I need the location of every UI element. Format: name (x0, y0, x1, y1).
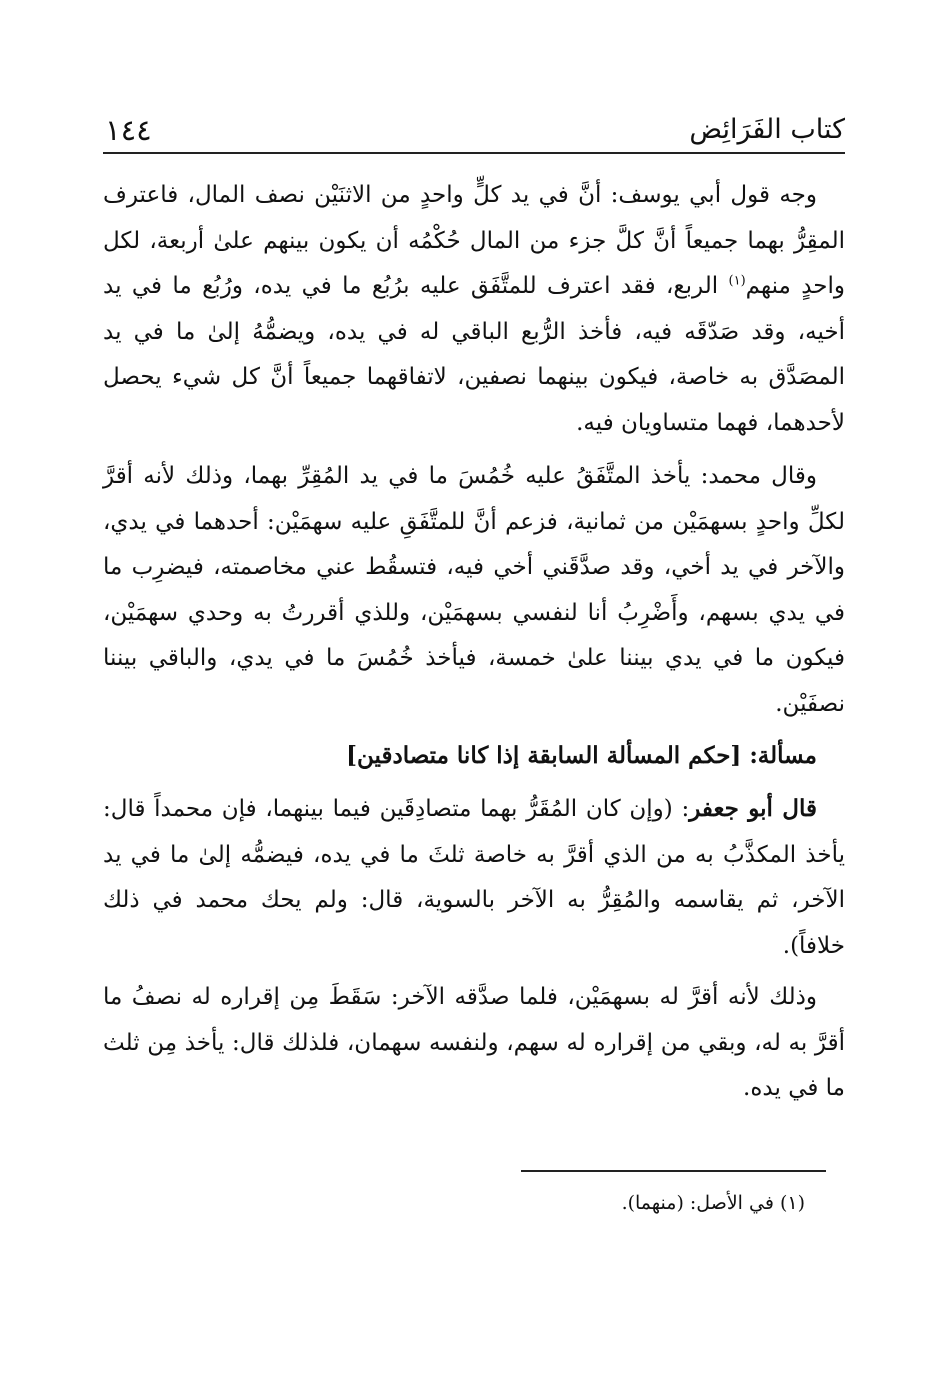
speaker-name: قال أبو جعفر (689, 795, 817, 822)
paragraph-text-continued: الربع، فقد اعترف للمتَّفَق عليه برُبُع ما في يده، ورُبُع ما في يد أخيه، وقد صَدّقَه فيه، فأخذ الرُّبع الباقي له في يده، ويضمُّهُ إلىٰ ما في يد المصَدَّق به خاصة، فيكون بينهما نصفين، لاتفاقهما جميعاً أنَّ كل شيء يحصل لأحدهما، فهما متساويان فيه. (103, 273, 845, 436)
paragraph-text: وجه قول أبي يوسف: أنَّ في يد كلٍّ واحدٍ من الاثنَيْن نصف المال، فاعترف المقِرُّ بهما جميعاً أنَّ كلَّ جزء من المال حُكْمُه أن يكون بينهم علىٰ أربعة، لكل واحدٍ منهم (103, 182, 845, 299)
running-title: كتاب الفَرَائِض (689, 114, 845, 145)
page-header (105, 106, 845, 150)
section-heading (103, 733, 845, 778)
footnote-marker: (١) (728, 273, 746, 289)
heading-title: [حكم المسألة السابقة إذا كانا متصادقين] (346, 742, 742, 769)
paragraph-text: : (وإن كان المُقَرُّ بهما متصادِقَين فيما بينهما، فإن محمداً قال: يأخذ المكذَّبُ به من الذي أقرَّ به خاصة ثلثَ ما في يده، فيضمُّه إلىٰ ما في يد الآخر، ثم يقاسمه والمُقِرُّ به الآخر بالسوية، قال: ولم يحك محمد في ذلك خلافاً). (103, 796, 845, 959)
paragraph-muhammad: وقال محمد: يأخذ المتَّفَقُ عليه خُمُسَ ما في يد المُقِرِّ بهما، وذلك لأنه أقرَّ لكلِّ واحدٍ بسهمَيْن من ثمانية، فزعم أنَّ للمتَّفَقِ عليه سهمَيْن: أحدهما في يدي، والآخر في يد أخي، وقد صدَّقَني أخي فيه، فتسقُط عني مخاصمته، فيضرِب ما في يدي بسهم، وأَضْرِبُ أنا لنفسي بسهمَيْن، وللذي أقررتُ به وحدي سهمَيْن، فيكون ما في يدي بيننا علىٰ خمسة، فيأخذ خُمُسَ ما في يدي، والباقي بيننا نصفَيْن. (103, 463, 845, 717)
paragraph-abu-yusuf (103, 173, 845, 446)
footnote-divider (521, 1170, 826, 1172)
paragraph-abu-jafar (103, 786, 845, 969)
heading-label: مسألة: (749, 742, 817, 769)
main-text (103, 173, 845, 1118)
page-number: ١٤٤ (105, 113, 152, 147)
header-divider (103, 152, 845, 154)
footnote: (١) في الأصل: (منهما). (621, 1192, 805, 1214)
paragraph-explanation: وذلك لأنه أقرَّ له بسهمَيْن، فلما صدَّقه الآخر: سَقَطَ مِن إقراره له نصفُ ما أقرَّ به له، وبقي من إقراره له سهم، ولنفسه سهمان، فلذلك قال: يأخذ مِن ثلث ما في يده. (103, 984, 845, 1101)
